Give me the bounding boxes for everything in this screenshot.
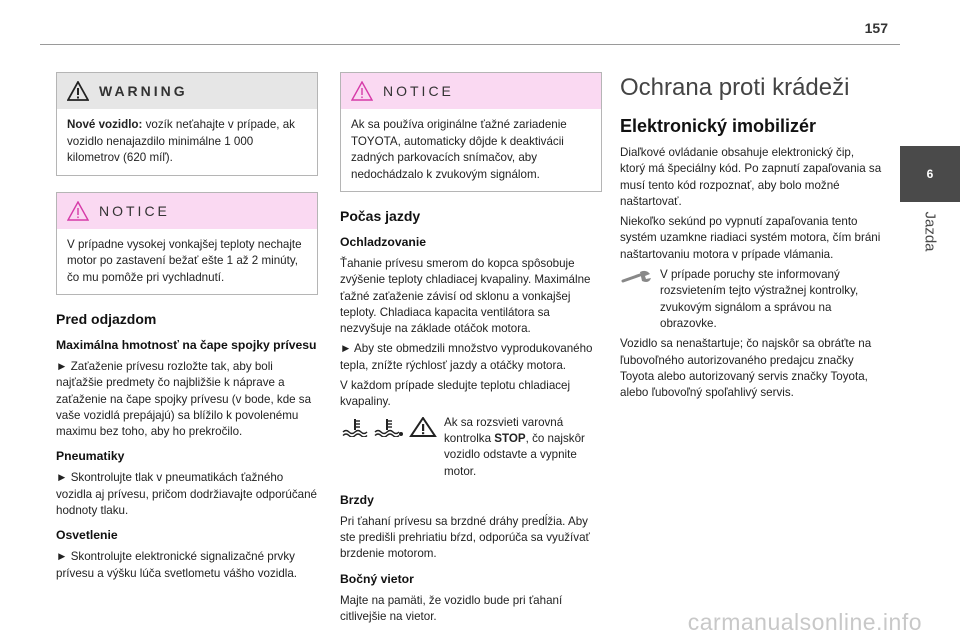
notice-box-2 bbox=[340, 72, 602, 192]
warning-lamps bbox=[340, 415, 438, 437]
paragraph-max-weight: ► Zaťaženie prívesu rozložte tak, aby boli najťažšie predmety čo najbližšie k náprave a zaťaženie na čape spojky prívesu (v bode, kde sa vaše vozidlá prepájajú) sa blížilo k povolenému maximu bez toho, aby ho prekročilo. bbox=[56, 360, 312, 439]
section-title-pred-odjazdom: Pred odjazdom bbox=[56, 311, 157, 327]
chapter-tab[interactable]: 6 bbox=[900, 146, 960, 202]
warning-header bbox=[57, 73, 317, 109]
notice-title-2: NOTICE bbox=[383, 83, 454, 99]
coolant-temperature-dot-icon bbox=[374, 417, 404, 437]
warning-triangle-icon bbox=[67, 81, 89, 101]
immobiliser-title: Elektronický imobilizér bbox=[620, 116, 817, 136]
warning-lead: Nové vozidlo: bbox=[67, 118, 143, 131]
page-number: 157 bbox=[864, 20, 888, 36]
paragraph-immobiliser-2: Niekoľko sekúnd po vypnutí zapaľovania tento systém uzamkne riadiaci systém motora, čím bráni naštartovaniu motora v prípade vlámania. bbox=[620, 215, 881, 261]
service-lamp-row bbox=[620, 267, 882, 336]
header-rule bbox=[40, 44, 900, 45]
paragraph-brakes: Pri ťahaní prívesu sa brzdné dráhy predĺžia. Aby ste predišli prehriatiu bŕzd, odporúča sa využívať brzdenie motorom. bbox=[340, 514, 590, 561]
subheading-max-weight: Maximálna hmotnosť na čape spojky prívesu bbox=[56, 338, 317, 352]
paragraph-cooling-1: Ťahanie prívesu smerom do kopca spôsobuje zvýšenie teploty chladiacej kvapaliny. Maximálne ťažné zaťaženie závisí od sklonu a vonkajšej teploty. Chladiaca kapacita ventilátora sa nezvyšuje na základe otáčok motora. bbox=[340, 257, 591, 336]
stop-warning-icon bbox=[408, 417, 438, 437]
stop-lamp-keyword: STOP bbox=[494, 431, 526, 445]
chapter-section-title: Ochrana proti krádeži bbox=[620, 74, 850, 101]
paragraph-stop-lamp bbox=[444, 415, 602, 480]
notice-triangle-icon bbox=[67, 201, 89, 221]
notice-header-1 bbox=[57, 193, 317, 229]
notice-triangle-icon bbox=[351, 81, 373, 101]
section-title-pocas-jazdy: Počas jazdy bbox=[340, 208, 421, 224]
stop-lamp-text-c: , čo najskôr vozidlo odstavte a vypnite motor. bbox=[444, 431, 585, 478]
notice-box-1 bbox=[56, 192, 318, 296]
column-2 bbox=[340, 72, 602, 629]
paragraph-immobiliser-3: V prípade poruchy ste informovaný rozsvietením tejto výstražnej kontrolky, zvukovým signálom a správou na obrazovke. bbox=[660, 268, 859, 330]
notice-title-1: NOTICE bbox=[99, 202, 170, 219]
warning-title: WARNING bbox=[99, 83, 188, 99]
chapter-name: Jazda bbox=[921, 210, 939, 252]
column-1 bbox=[56, 72, 318, 586]
wrench-icon bbox=[620, 269, 654, 285]
subheading-brakes: Brzdy bbox=[340, 492, 374, 507]
paragraph-crosswind: Majte na pamäti, že vozidlo bude pri ťahaní citlivejšie na vietor. bbox=[340, 593, 563, 624]
paragraph-lighting: ► Skontrolujte elektronické signalizačné prvky prívesu a výšku lúča svetlometu vášho vozidla. bbox=[56, 550, 298, 580]
notice-body-2: Ak sa používa originálne ťažné zariadenie TOYOTA, automaticky dôjde k deaktivácii zadných parkovacích snímačov, aby nedochádzalo k zvukovým signálom. bbox=[351, 118, 567, 181]
subheading-tyres: Pneumatiky bbox=[56, 449, 125, 464]
column-3 bbox=[620, 72, 882, 405]
subheading-cooling: Ochladzovanie bbox=[340, 235, 427, 249]
notice-body-1: V prípadne vysokej vonkajšej teploty nechajte motor po zastavení bežať ešte 1 až 2 minúty, čo mu pomôže pri vychladnutí. bbox=[67, 237, 302, 284]
stop-lamp-text-a: Ak sa rozsvieti varovná kontrolka bbox=[444, 415, 564, 445]
subheading-lighting: Osvetlenie bbox=[56, 528, 118, 543]
watermark: carmanualsonline.info bbox=[687, 609, 922, 635]
warning-box bbox=[56, 72, 318, 176]
warning-lamps-row bbox=[340, 415, 602, 484]
paragraph-immobiliser-1: Diaľkové ovládanie obsahuje elektronický čip, ktorý má špeciálny kód. Po zapnutí zapaľovania sa musí tento kód rozpoznať, aby bolo možné naštartovať. bbox=[620, 146, 882, 208]
subheading-crosswind: Bočný vietor bbox=[340, 571, 414, 586]
coolant-temperature-icon bbox=[340, 417, 370, 437]
paragraph-cooling-2: ► Aby ste obmedzili množstvo vyprodukovaného tepla, znížte rýchlosť jazdy a otáčky motora. bbox=[340, 342, 593, 372]
warning-body bbox=[57, 109, 317, 175]
chapter-label bbox=[900, 196, 960, 266]
warning-text: vozík neťahajte v prípade, ak vozidlo nenajazdilo minimálne 1 000 kilometrov (620 míľ). bbox=[67, 118, 295, 164]
notice-header-2 bbox=[341, 73, 601, 109]
paragraph-cooling-3: V každom prípade sledujte teplotu chladiacej kvapaliny. bbox=[340, 379, 571, 409]
paragraph-tyres: ► Skontrolujte tlak v pneumatikách ťažného vozidla aj prívesu, pričom dodržiavajte odporúčané hodnoty tlaku. bbox=[56, 471, 318, 518]
paragraph-immobiliser-4: Vozidlo sa nenaštartuje; čo najskôr sa obráťte na ľubovoľného autorizovaného predajcu značky Toyota alebo autorizovaný servis značky Toyota, alebo ľubovoľný spoľahlivý servis. bbox=[620, 337, 872, 400]
